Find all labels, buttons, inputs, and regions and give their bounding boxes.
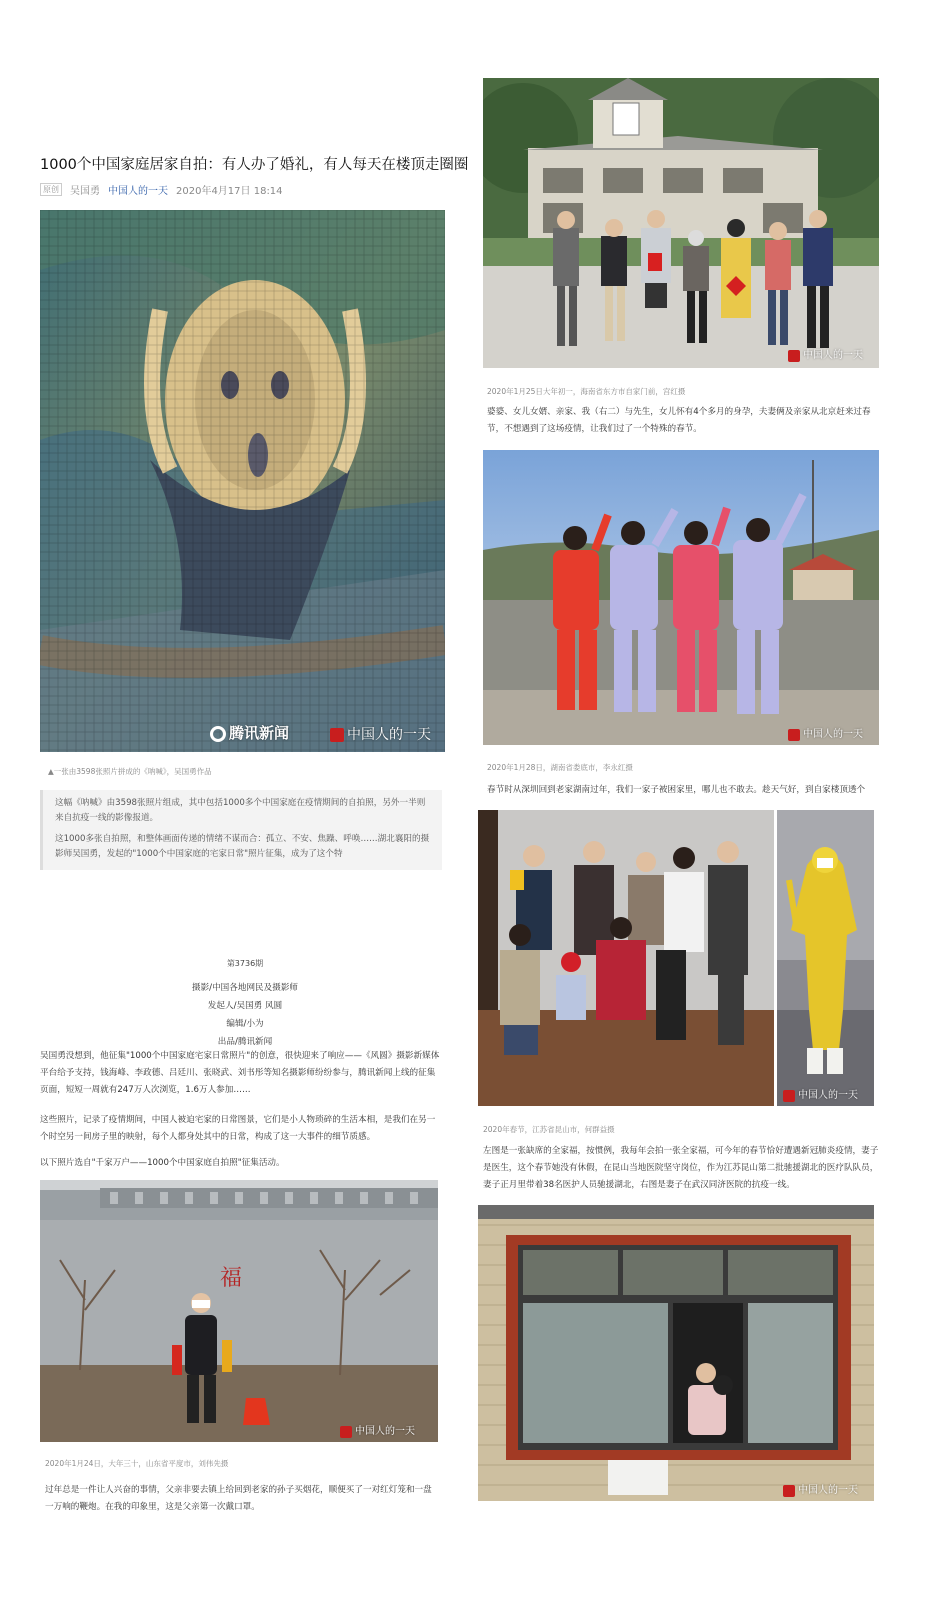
chinese-day-logo-icon	[330, 728, 344, 742]
house-photo-text: 婆婆、女儿女婿、亲家、我（右二）与先生，女儿怀有4个多月的身孕，夫妻俩及亲家从北京赶来过春节，不想遇到了这场疫情，让我们过了一个特殊的春节。	[487, 407, 871, 434]
house-photo-watermark: 中国人的一天	[788, 346, 863, 362]
chinese-day-logo-icon	[783, 1485, 795, 1497]
family-portrait-photo[interactable]	[478, 810, 774, 1106]
mosaic-graphic	[40, 210, 445, 752]
quote-paragraph-1: 这幅《呐喊》由3598张照片组成，其中包括1000多个中国家庭在疫情期间的自拍照，另外一半则来自抗疫一线的影像报道。	[55, 798, 426, 823]
article-meta	[40, 182, 283, 197]
tencent-watermark: 腾讯新闻	[210, 722, 289, 743]
mosaic-scream-image[interactable]	[40, 210, 445, 752]
window-photo-watermark: 中国人的一天	[783, 1481, 858, 1497]
chinese-day-logo-icon	[788, 729, 800, 741]
source-link[interactable]: 中国人的一天	[108, 186, 168, 197]
family-photo-caption: 2020年春节，江苏省昆山市，何群益摄	[483, 1125, 615, 1134]
body-paragraph-3: 以下照片选自"千家万户——1000个中国家庭自拍照"征集活动。	[40, 1158, 285, 1168]
pajama-rooftop-photo[interactable]	[483, 450, 879, 745]
pajama-photo-graphic	[483, 450, 879, 745]
chinese-day-logo-icon	[783, 1090, 795, 1102]
man-with-lanterns-photo[interactable]	[40, 1180, 438, 1442]
credit-editor: 编辑/小为	[226, 1019, 264, 1029]
fu-character: 福	[220, 1266, 243, 1291]
man-photo-caption: 2020年1月24日，大年三十，山东省平度市，刘伟先摄	[45, 1459, 229, 1468]
body-paragraph-1: 吴国勇没想到，他征集"1000个中国家庭宅家日常照片"的创意，很快迎来了响应——《风圆》摄影新媒体平台给予支持，钱海峰、李政德、吕廷川、张晓武、刘书彤等知名摄影师纷纷参与，腾讯新闻上线的征集页面，短短一周就有247万人次浏览，1.6万人参加……	[40, 1051, 440, 1095]
window-mother-child-photo[interactable]	[478, 1205, 874, 1501]
doctor-protective-suit-photo[interactable]	[777, 810, 874, 1106]
pajama-photo-watermark: 中国人的一天	[788, 725, 863, 741]
doctor-photo-watermark: 中国人的一天	[783, 1086, 858, 1102]
family-photo-text: 左图是一张缺席的全家福，按惯例，我每年会拍一张全家福，可今年的春节恰好遭遇新冠肺炎疫情，妻子是医生，这个春节她没有休假，在昆山当地医院坚守岗位，作为江苏昆山第二批驰援湖北的医疗队队员，妻子正月里带着38名医护人员驰援湖北，右图是妻子在武汉同济医院的抗疫一线。	[483, 1146, 879, 1190]
chinese-day-logo-icon	[788, 350, 800, 362]
issue-number: 第3736期	[226, 959, 264, 968]
author-name[interactable]: 吴国勇	[70, 186, 100, 197]
credit-producer: 出品/腾讯新闻	[217, 1037, 273, 1047]
mosaic-caption: ▲一张由3598张照片拼成的《呐喊》，吴国勇作品	[48, 767, 212, 776]
chinese-day-watermark: 中国人的一天	[330, 724, 431, 744]
body-paragraph-2: 这些照片，记录了疫情期间，中国人被迫宅家的日常图景，它们是小人物琐碎的生活本相，是我们在另一个时空另一间房子里的映射，每个人都身处其中的日常，构成了这一大事件的细节质感。	[40, 1115, 436, 1142]
article-title: 1000个中国家庭居家自拍：有人办了婚礼，有人每天在楼顶走圈圈	[40, 157, 469, 173]
man-photo-watermark: 中国人的一天	[340, 1422, 415, 1438]
credit-photography: 摄影/中国各地网民及摄影师	[191, 983, 299, 993]
pajama-photo-caption: 2020年1月28日，湖南省娄底市，李永红摄	[487, 763, 633, 772]
quote-paragraph-2: 这1000多张自拍照，和整体画面传递的情绪不谋而合：孤立、不安、焦躁、呼唤……湖北襄阳的摄影师吴国勇，发起的"1000个中国家庭的宅家日常"照片征集，成为了这个特	[55, 834, 430, 859]
house-photo-caption: 2020年1月25日大年初一，海南省东方市自家门前，宫红摄	[487, 387, 686, 396]
house-family-photo[interactable]	[483, 78, 879, 368]
man-photo-graphic	[40, 1180, 438, 1442]
credits-block	[40, 955, 450, 1051]
original-tag: 原创	[40, 183, 62, 196]
intro-quote	[40, 790, 442, 870]
tencent-logo-icon	[210, 726, 226, 742]
doctor-photo-graphic	[777, 810, 874, 1106]
family-photo-graphic	[478, 810, 774, 1106]
window-photo-graphic	[478, 1205, 874, 1501]
publish-date: 2020年4月17日 18:14	[176, 186, 283, 197]
house-photo-graphic	[483, 78, 879, 368]
credit-initiator: 发起人/吴国勇 风圆	[207, 1001, 283, 1011]
pajama-photo-text: 春节时从深圳回到老家湖南过年，我们一家子被困家里，哪儿也不敢去。趁天气好，到自家楼顶透个	[487, 785, 866, 795]
chinese-day-logo-icon	[340, 1426, 352, 1438]
man-photo-text: 过年总是一件让人兴奋的事情，父亲非要去镇上给回到老家的孙子买烟花，顺便买了一对红灯笼和一盘一万响的鞭炮。在我的印象里，这是父亲第一次戴口罩。	[45, 1485, 432, 1512]
